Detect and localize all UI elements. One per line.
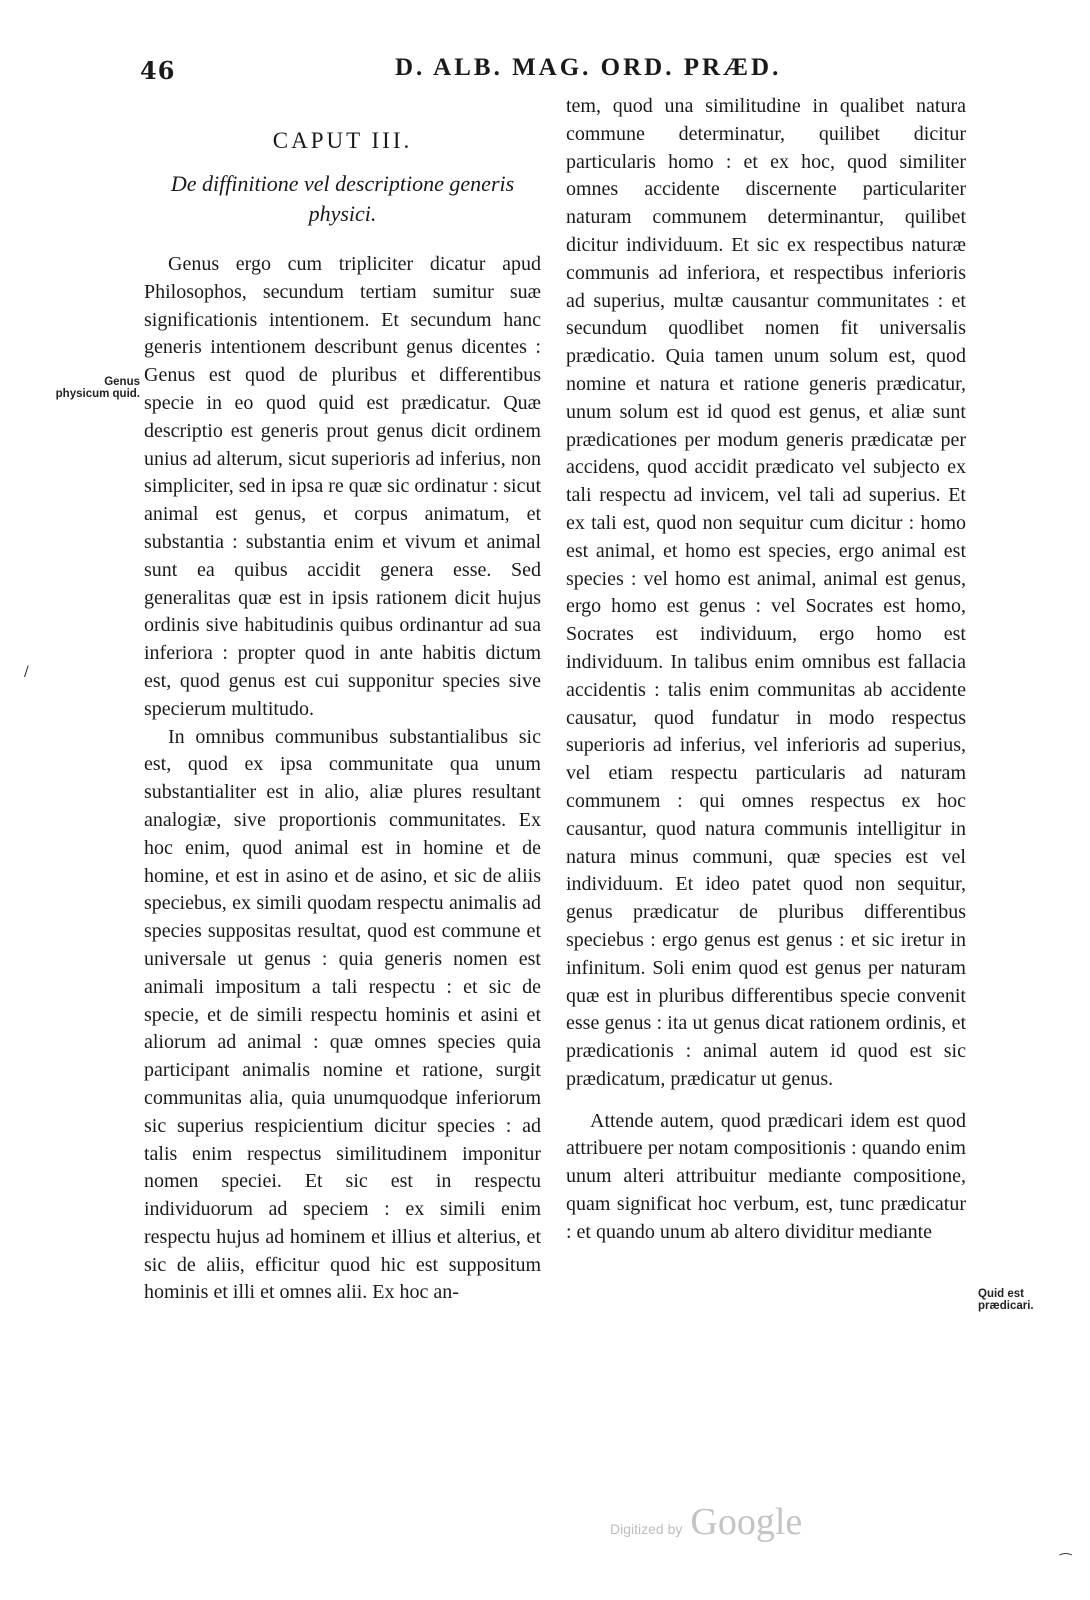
paragraph: Attende autem, quod prædicari idem est quod attribuere per notam compositionis : quando enim unum alteri attribuitur mediante compositione, quam significat hoc verbum, est, tunc prædicatur : et quando unum ab altero dividitur mediante xyxy=(566,1109,966,1243)
digitization-watermark xyxy=(610,1500,802,1544)
paragraph: In omnibus communibus substantialibus sic est, quod ex ipsa communitate qua unum substantialiter est in alio, aliæ plures resultant analogiæ, sive proportionis communitates. Ex hoc enim, quod animal est in homine et de homine, et est in asino et de asino, et sic de aliis speciebus, ex simili quodam respectu animalis ad species suppositas resultat, quod est commune et universale ut genus : quia generis nomen est animali impositum a tali respectu : et sic de specie, et de simili respectu hominis et asini et aliorum ad animal : quæ omnes species quia participant animalis nomine et ratione, surgit communitas alia, quia unumquodque inferiorum sic superius respicientium dicitur species : ad talis enim respectus similitudinem imponitur nomen speciei. Et sic est in respectu individuorum ad speciem : ex simili enim respectu hujus ad hominem et illius et alterius, et sic de aliis, efficitur quod hic est suppositum hominis et illi et omnes alii. Ex hoc an- xyxy=(144,725,541,1304)
right-column xyxy=(566,93,966,1247)
chapter-subtitle: De diffinitione vel descriptione generis physici. xyxy=(170,171,515,226)
chapter-title: CAPUT III. xyxy=(272,128,413,153)
margin-note-right: Quid est prædicari. xyxy=(978,1288,1034,1312)
page-number: 46 xyxy=(140,56,176,85)
stray-mark: ⁔ xyxy=(1060,1540,1072,1556)
left-column xyxy=(144,93,541,1307)
paragraph: tem, quod una similitudine in qualibet natura commune determinatur, quilibet dicitur particularis homo : et ex hoc, quod similiter omnes accidente discernente particulariter naturam communem determinantur, quilibet dicitur individuum. Et sic ex respectibus naturæ communis ad inferiora, et respectibus inferioris ad superius, multæ causantur communitates : et secundum quodlibet nomen fit universalis prædicatio. Quia tamen unum solum est, quod nomine et natura et ratione generis prædicatur, unum solum est id quod est genus, et aliæ sunt prædicationes per modum generis prædicatæ per accidens, quod accidit prædicato vel subjecto ex tali respectu ad invicem, vel tali ad superius. Et ex tali est, quod non sequitur cum dicitur : homo est animal, et homo est species, ergo animal est species : vel homo est animal, animal est genus, ergo homo est genus : vel Socrates est homo, Socrates est individuum, ergo homo est individuum. In talibus enim omnibus est fallacia accidentis : talis enim communitas ab accidente causatur, quod fundatur in modo respectus superioris ad inferius, vel inferioris ad superius, vel etiam respectu particularis ad naturam communem : qui omnes respectus ex hoc causantur, quod natura communis intelligitur in natura minus communi, quæ species est vel individuum. Et ideo patet quod non sequitur, genus prædicatur de pluribus differentibus speciebus : ergo genus est genus : et sic iretur in infinitum. Soli enim quod est genus per naturam quæ est in pluribus differentibus specie convenit esse genus : ita ut genus dicat rationem ordinis, et prædicationis : animal autem id quod est sic prædicatum, prædicatur ut genus. xyxy=(566,95,966,1090)
running-head: D. ALB. MAG. ORD. PRÆD. xyxy=(395,54,782,81)
google-logo: Google xyxy=(690,1501,803,1543)
stray-mark: / xyxy=(24,664,29,680)
margin-note-left: Genus physicum quid. xyxy=(55,376,140,400)
paragraph: Genus ergo cum tripliciter dicatur apud Philosophos, secundum tertiam sumitur suæ significationis intentionem. Et secundum hanc generis intentionem describunt genus dicentes : Genus est quod de pluribus et differentibus specie in eo quod quid est prædicatur. Quæ descriptio est generis prout genus dicit ordinem unius ad alterum, sicut superioris ad inferius, non simpliciter, sed in ipsa re quæ sic ordinatur : sicut animal est genus, et corpus animatum, et substantia : substantia enim et vivum et animal sunt ea quibus accidit genera esse. Sed generalitas quæ est in ipsis rationem dicit hujus ordinis sive habitudinis quibus ordinantur ad sua inferiora : propter quod in ante habitis dictum est, quod genus est cui supponitur species sive specierum multitudo. xyxy=(144,253,541,720)
digitized-label: Digitized by xyxy=(610,1521,683,1537)
